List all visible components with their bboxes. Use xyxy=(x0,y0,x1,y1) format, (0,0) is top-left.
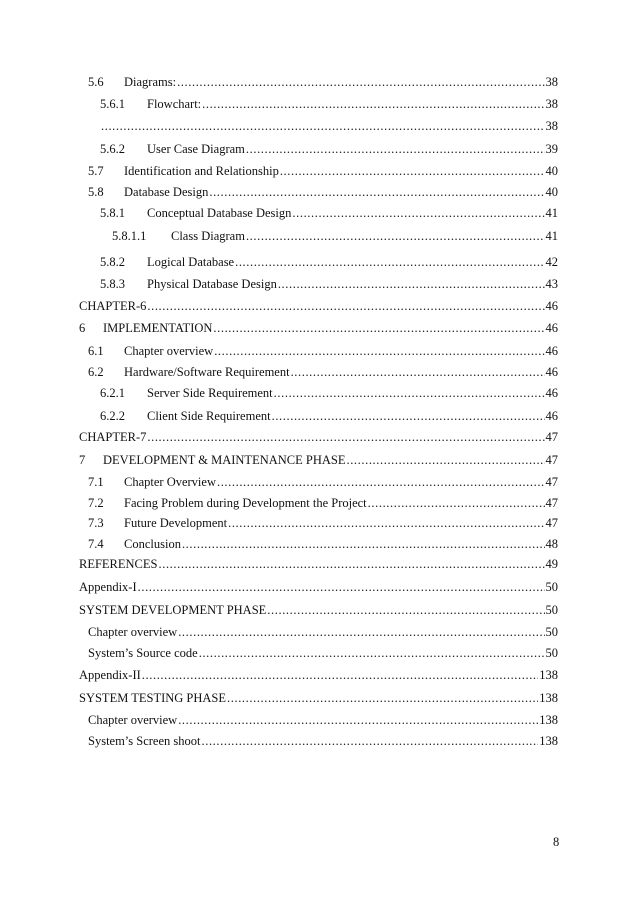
toc-entry-number: 6.2 xyxy=(88,365,104,379)
toc-entry-page: 42 xyxy=(545,255,558,269)
toc-entry-number: 5.6 xyxy=(88,75,104,89)
toc-entry[interactable] xyxy=(79,320,558,336)
toc-entry-page: 38 xyxy=(545,75,558,89)
toc-entry-page: 50 xyxy=(545,580,558,594)
toc-entry[interactable] xyxy=(100,408,558,424)
toc-entry-title: Server Side Requirement xyxy=(147,386,273,400)
toc-dot-leader xyxy=(178,712,538,728)
toc-dot-leader xyxy=(147,298,544,314)
toc-dot-leader xyxy=(280,163,545,179)
toc-dot-leader xyxy=(278,276,545,292)
toc-entry-title: Conclusion xyxy=(124,537,181,551)
toc-entry-number: 6.2.2 xyxy=(100,409,125,423)
toc-entry-page: 47 xyxy=(545,496,558,510)
toc-entry-number: 5.8.2 xyxy=(100,255,125,269)
toc-entry[interactable] xyxy=(88,163,558,179)
toc-dot-leader xyxy=(235,254,544,270)
toc-entry-number: 6.1 xyxy=(88,344,104,358)
toc-entry-title: System’s Screen shoot xyxy=(88,734,201,748)
toc-entry-title: Chapter Overview xyxy=(124,475,216,489)
toc-entry-page: 48 xyxy=(545,537,558,551)
toc-entry[interactable] xyxy=(88,645,558,661)
toc-entry-number: 7.3 xyxy=(88,516,104,530)
toc-entry-page: 41 xyxy=(545,229,558,243)
toc-entry-page: 138 xyxy=(539,734,558,748)
toc-entry-number: 6 xyxy=(79,321,86,335)
toc-entry-page: 40 xyxy=(545,164,558,178)
toc-dot-leader xyxy=(101,118,545,134)
toc-entry-number: 5.8.1 xyxy=(100,206,125,220)
toc-entry-page: 46 xyxy=(545,321,558,335)
toc-dot-leader xyxy=(292,205,544,221)
toc-entry-title: Logical Database xyxy=(147,255,235,269)
toc-entry[interactable] xyxy=(88,733,558,749)
toc-entry-title: User Case Diagram xyxy=(147,142,245,156)
toc-entry[interactable] xyxy=(88,74,558,90)
toc-entry-title: Flowchart: xyxy=(147,97,202,111)
toc-dot-leader xyxy=(142,667,538,683)
toc-dot-leader xyxy=(227,690,538,706)
toc-entry-title: Chapter overview xyxy=(124,344,214,358)
toc-entry-page: 50 xyxy=(545,603,558,617)
toc-entry[interactable] xyxy=(79,429,558,445)
toc-entry-page: 138 xyxy=(539,691,558,705)
toc-entry-title: Physical Database Design xyxy=(147,277,277,291)
toc-entry-number: 5.6.1 xyxy=(100,97,125,111)
toc-entry-page: 38 xyxy=(545,119,558,133)
toc-entry-title: Appendix-I xyxy=(79,580,137,594)
toc-entry[interactable] xyxy=(88,364,558,380)
toc-entry-title: SYSTEM TESTING PHASE xyxy=(79,691,227,705)
toc-entry-page: 46 xyxy=(545,344,558,358)
toc-entry-page: 39 xyxy=(545,142,558,156)
toc-entry[interactable] xyxy=(88,536,558,552)
toc-dot-leader xyxy=(291,364,545,380)
toc-entry[interactable] xyxy=(88,495,558,511)
toc-dot-leader xyxy=(182,536,545,552)
toc-entry-number: 5.8.3 xyxy=(100,277,125,291)
toc-entry-page: 38 xyxy=(545,97,558,111)
toc-entry-title: Database Design xyxy=(124,185,209,199)
toc-dot-leader xyxy=(202,733,539,749)
toc-entry-number: 5.8 xyxy=(88,185,104,199)
toc-entry[interactable] xyxy=(88,712,558,728)
toc-entry[interactable] xyxy=(88,184,558,200)
toc-dot-leader xyxy=(178,624,544,640)
toc-entry-title: Future Development xyxy=(124,516,228,530)
toc-dot-leader xyxy=(138,579,545,595)
toc-entry[interactable] xyxy=(100,205,558,221)
toc-entry-number: 7.2 xyxy=(88,496,104,510)
toc-dot-leader xyxy=(199,645,545,661)
toc-entry[interactable] xyxy=(88,624,558,640)
toc-entry-title: Class Diagram xyxy=(171,229,245,243)
toc-dot-leader xyxy=(209,184,544,200)
toc-dot-leader xyxy=(246,228,545,244)
toc-entry-number: 7.1 xyxy=(88,475,104,489)
toc-entry-page: 41 xyxy=(545,206,558,220)
toc-entry[interactable] xyxy=(79,690,558,706)
toc-entry-title: Chapter overview xyxy=(88,625,178,639)
toc-entry-title: SYSTEM DEVELOPMENT PHASE xyxy=(79,603,267,617)
toc-dot-leader xyxy=(346,452,544,468)
toc-entry-title: Chapter overview xyxy=(88,713,178,727)
toc-entry-page: 138 xyxy=(539,713,558,727)
toc-entry[interactable] xyxy=(100,118,558,134)
page-number: 8 xyxy=(553,835,560,849)
toc-entry-page: 47 xyxy=(545,453,558,467)
toc-dot-leader xyxy=(159,556,545,572)
toc-entry-page: 46 xyxy=(545,386,558,400)
toc-entry-number: 7 xyxy=(79,453,86,467)
toc-entry-title: Hardware/Software Requirement xyxy=(124,365,290,379)
toc-entry-title: Appendix-II xyxy=(79,668,141,682)
toc-entry-page: 47 xyxy=(545,475,558,489)
toc-entry[interactable] xyxy=(88,515,558,531)
toc-entry[interactable] xyxy=(88,474,558,490)
toc-entry-page: 43 xyxy=(545,277,558,291)
toc-dot-leader xyxy=(368,495,545,511)
toc-entry-number: 5.6.2 xyxy=(100,142,125,156)
toc-dot-leader xyxy=(267,602,544,618)
toc-dot-leader xyxy=(272,408,545,424)
toc-dot-leader xyxy=(228,515,544,531)
toc-entry-page: 40 xyxy=(545,185,558,199)
toc-entry-title: Identification and Relationship xyxy=(124,164,279,178)
toc-entry-title: System’s Source code xyxy=(88,646,198,660)
toc-dot-leader xyxy=(213,320,544,336)
toc-entry-page: 46 xyxy=(545,365,558,379)
toc-entry[interactable] xyxy=(112,228,558,244)
toc-entry[interactable] xyxy=(79,298,558,314)
toc-entry-title: REFERENCES xyxy=(79,557,158,571)
toc-entry-page: 47 xyxy=(545,516,558,530)
toc-entry[interactable] xyxy=(88,343,558,359)
toc-dot-leader xyxy=(217,474,545,490)
toc-entry-title: DEVELOPMENT & MAINTENANCE PHASE xyxy=(103,453,346,467)
toc-entry-title: Facing Problem during Development the Project xyxy=(124,496,367,510)
toc-entry[interactable] xyxy=(79,602,558,618)
toc-entry[interactable] xyxy=(100,385,558,401)
toc-entry[interactable] xyxy=(79,667,558,683)
toc-entry[interactable] xyxy=(100,96,558,112)
toc-entry-title: Diagrams: xyxy=(124,75,177,89)
toc-entry-page: 50 xyxy=(545,646,558,660)
toc-dot-leader xyxy=(274,385,545,401)
toc-dot-leader xyxy=(214,343,544,359)
toc-dot-leader xyxy=(177,74,544,90)
toc-entry[interactable] xyxy=(79,579,558,595)
toc-entry[interactable] xyxy=(79,556,558,572)
toc-entry-number: 5.7 xyxy=(88,164,104,178)
toc-entry-page: 50 xyxy=(545,625,558,639)
toc-entry-number: 7.4 xyxy=(88,537,104,551)
toc-entry[interactable] xyxy=(100,254,558,270)
toc-entry-number: 6.2.1 xyxy=(100,386,125,400)
toc-entry-title: Client Side Requirement xyxy=(147,409,271,423)
toc-entry-page: 47 xyxy=(545,430,558,444)
toc-dot-leader xyxy=(147,429,544,445)
toc-entry-title: CHAPTER-7 xyxy=(79,430,147,444)
toc-entry-number: 5.8.1.1 xyxy=(112,229,147,243)
toc-entry[interactable] xyxy=(100,276,558,292)
toc-entry[interactable] xyxy=(100,141,558,157)
toc-entry[interactable] xyxy=(79,452,558,468)
toc-entry-page: 138 xyxy=(539,668,558,682)
toc-entry-title: IMPLEMENTATION xyxy=(103,321,213,335)
toc-entry-page: 46 xyxy=(545,299,558,313)
toc-entry-page: 46 xyxy=(545,409,558,423)
toc-entry-title: Conceptual Database Design xyxy=(147,206,292,220)
toc-entry-page: 49 xyxy=(545,557,558,571)
toc-dot-leader xyxy=(202,96,544,112)
toc-dot-leader xyxy=(246,141,545,157)
toc-entry-title: CHAPTER-6 xyxy=(79,299,147,313)
